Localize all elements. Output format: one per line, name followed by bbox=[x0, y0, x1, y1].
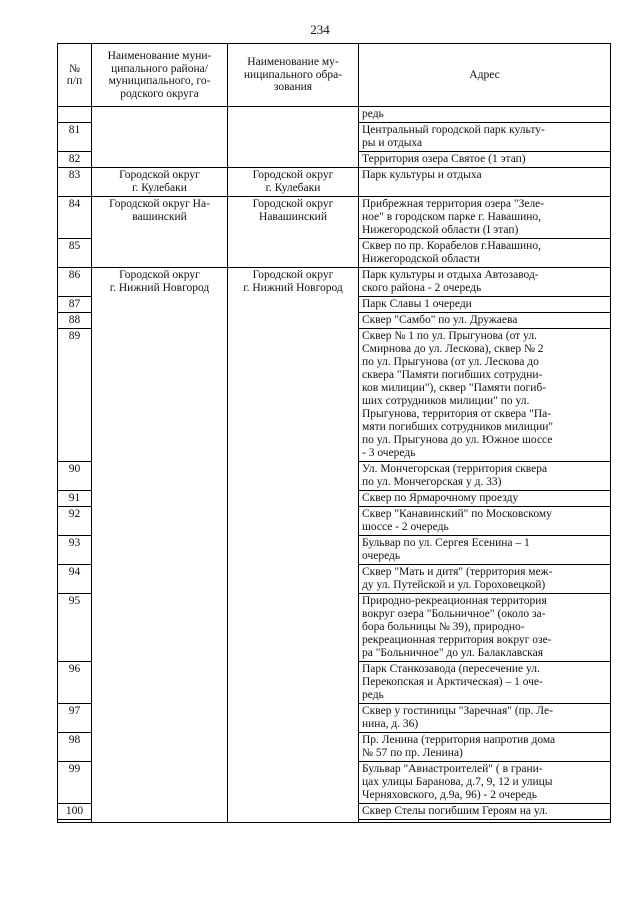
row-num: 83 bbox=[58, 168, 92, 197]
header-district bbox=[92, 44, 228, 107]
row-num bbox=[58, 820, 92, 823]
parks-table bbox=[57, 43, 611, 823]
row-num bbox=[58, 107, 92, 123]
row-district bbox=[92, 107, 228, 168]
row-num: 86 bbox=[58, 268, 92, 297]
row-num: 95 bbox=[58, 594, 92, 662]
row-address: Сквер у гостиницы "Заречная" (пр. Ле- нина, д. 36) bbox=[359, 704, 611, 733]
row-municipality: Городской округ г. Нижний Новгород bbox=[228, 268, 359, 823]
row-address: Бульвар по ул. Сергея Есенина – 1 очередь bbox=[359, 536, 611, 565]
row-district: Городской округ На- вашинский bbox=[92, 197, 228, 268]
header-address bbox=[359, 44, 611, 107]
row-address: Территория озера Святое (1 этап) bbox=[359, 152, 611, 168]
row-address: Пр. Ленина (территория напротив дома № 57 по пр. Ленина) bbox=[359, 733, 611, 762]
row-address: Сквер "Мать и дитя" (территория меж- ду ул. Путейской и ул. Гороховецкой) bbox=[359, 565, 611, 594]
row-address: Парк Славы 1 очереди bbox=[359, 297, 611, 313]
row-num: 81 bbox=[58, 123, 92, 152]
table-row bbox=[58, 168, 611, 197]
row-address: Сквер по пр. Корабелов г.Навашино, Нижегородской области bbox=[359, 239, 611, 268]
page-number: 234 bbox=[310, 22, 330, 37]
row-num: 85 bbox=[58, 239, 92, 268]
row-num: 90 bbox=[58, 462, 92, 491]
table-header-row bbox=[58, 44, 611, 107]
row-address: Бульвар "Авиастроителей" ( в грани- цах улицы Баранова, д.7, 9, 12 и улицы Черняховского, д.9а, 96) - 2 очередь bbox=[359, 762, 611, 804]
row-municipality: Городской округ Навашинский bbox=[228, 197, 359, 268]
row-num: 88 bbox=[58, 313, 92, 329]
header-district-text: Наименование муни- ципального района/ муниципального, го- родского округа bbox=[107, 50, 212, 100]
row-address: Сквер Стелы погибшим Героям на ул. bbox=[359, 804, 611, 820]
row-num: 99 bbox=[58, 762, 92, 804]
row-municipality bbox=[228, 107, 359, 168]
row-num: 84 bbox=[58, 197, 92, 239]
row-num: 94 bbox=[58, 565, 92, 594]
row-address bbox=[359, 820, 611, 823]
row-num: 87 bbox=[58, 297, 92, 313]
row-num: 93 bbox=[58, 536, 92, 565]
row-address: Центральный городской парк культу- ры и отдыха bbox=[359, 123, 611, 152]
row-num: 98 bbox=[58, 733, 92, 762]
header-address-text: Адрес bbox=[469, 68, 500, 81]
row-num: 91 bbox=[58, 491, 92, 507]
row-address: Природно-рекреационная территория вокруг озера "Больничное" (около за- бора больницы № 39), природно- рекреационная территория вокруг озе- ра "Больничное" до ул. Балаклавская bbox=[359, 594, 611, 662]
row-address: Сквер № 1 по ул. Прыгунова (от ул. Смирнова до ул. Лескова), сквер № 2 по ул. Прыгунова (от ул. Лескова до сквера "Памяти погибших сотрудни- ков милиции"), сквер "Памяти погиб- ших сотрудников милиции" по ул. Прыгунова, территория от сквера "Па- мяти погибших сотрудников милиции" по ул. Прыгунова до ул. Южное шоссе - 3 очередь bbox=[359, 329, 611, 462]
row-num: 100 bbox=[58, 804, 92, 820]
row-address: Ул. Мончегорская (территория сквера по ул. Мончегорская у д. 33) bbox=[359, 462, 611, 491]
header-num bbox=[58, 44, 92, 107]
row-address: Сквер по Ярмарочному проезду bbox=[359, 491, 611, 507]
row-district: Городской округ г. Кулебаки bbox=[92, 168, 228, 197]
row-address: Сквер "Канавинский" по Московскому шоссе - 2 очередь bbox=[359, 507, 611, 536]
table-row bbox=[58, 107, 611, 123]
row-num: 96 bbox=[58, 662, 92, 704]
row-address: Сквер "Самбо" по ул. Дружаева bbox=[359, 313, 611, 329]
row-num: 92 bbox=[58, 507, 92, 536]
row-address: Прибрежная территория озера "Зеле- ное" в городском парке г. Навашино, Нижегородской области (I этап) bbox=[359, 197, 611, 239]
header-num-text: № п/п bbox=[66, 62, 83, 87]
table-row bbox=[58, 268, 611, 297]
row-address: Парк Станкозавода (пересечение ул. Перекопская и Арктическая) – 1 оче- редь bbox=[359, 662, 611, 704]
row-address: редь bbox=[359, 107, 611, 123]
row-address: Парк культуры и отдыха Автозавод- ского района - 2 очередь bbox=[359, 268, 611, 297]
row-district: Городской округ г. Нижний Новгород bbox=[92, 268, 228, 823]
row-num: 89 bbox=[58, 329, 92, 462]
row-num: 97 bbox=[58, 704, 92, 733]
row-num: 82 bbox=[58, 152, 92, 168]
row-municipality: Городской округ г. Кулебаки bbox=[228, 168, 359, 197]
table-row bbox=[58, 197, 611, 239]
row-address: Парк культуры и отдыха bbox=[359, 168, 611, 197]
header-municipality-text: Наименование му- ниципального обра- зования bbox=[243, 56, 343, 94]
header-municipality bbox=[228, 44, 359, 107]
